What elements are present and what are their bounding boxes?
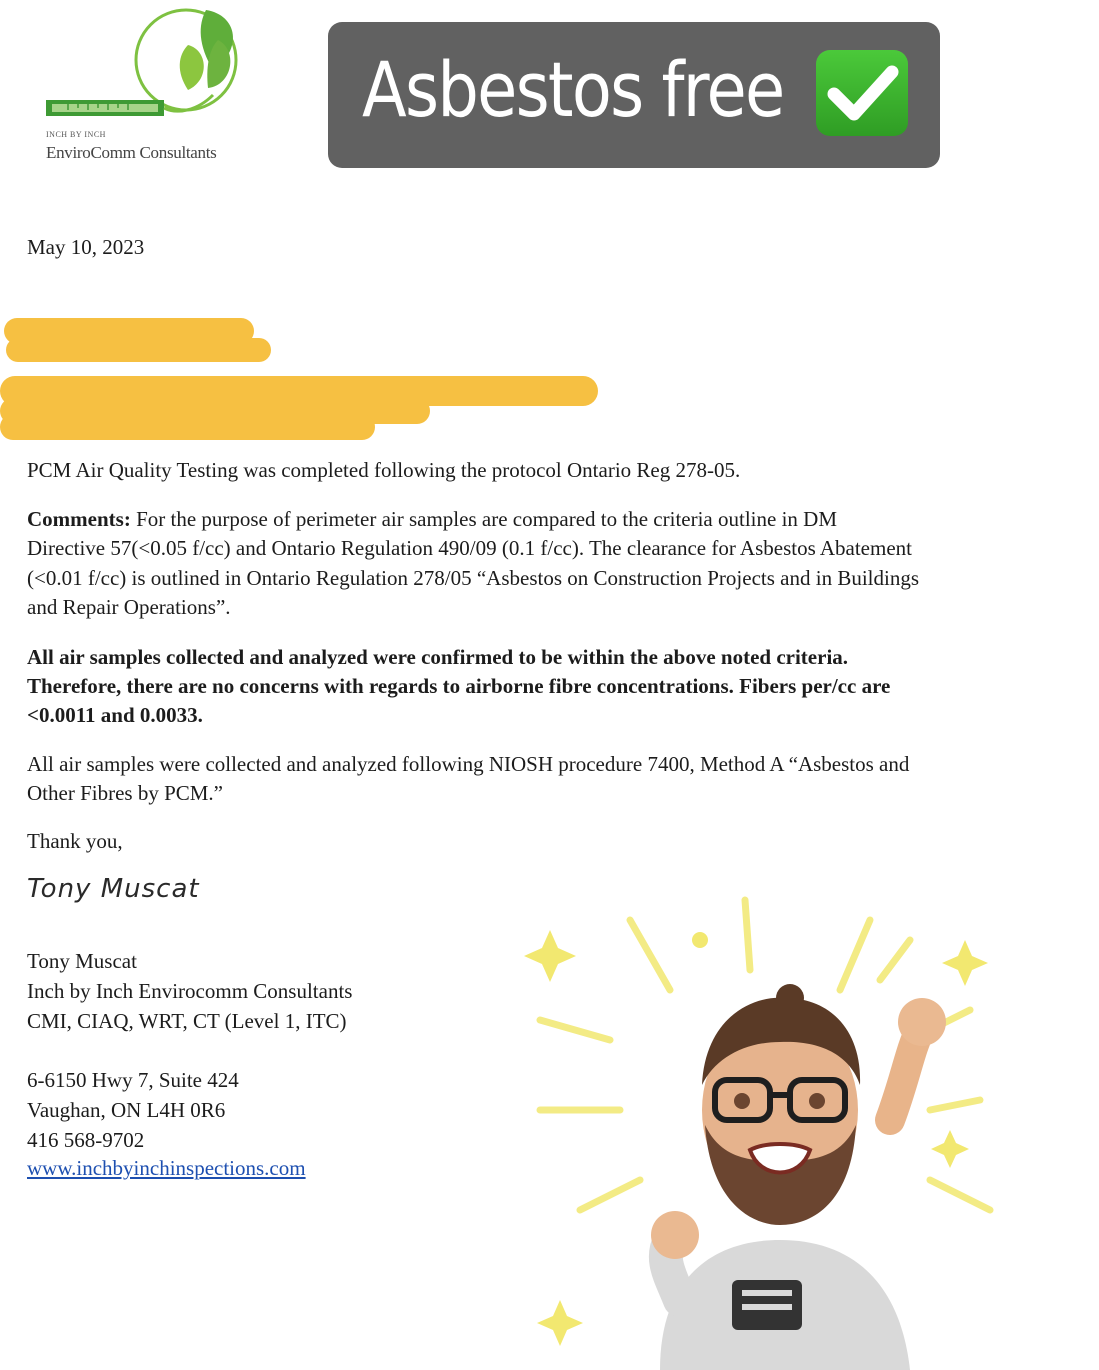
conclusion-line-2: Therefore, there are no concerns with regards to airborne fibre concentrations. Fibers per/cc are	[27, 674, 891, 698]
handwritten-signature: Tony Muscat	[27, 874, 200, 904]
address-line-2: Vaughan, ON L4H 0R6	[27, 1098, 226, 1122]
niosh-line-2: Other Fibres by PCM.”	[27, 781, 223, 805]
conclusion-line-1: All air samples collected and analyzed were confirmed to be within the above noted criteria.	[27, 645, 849, 669]
comments-line-3: (<0.01 f/cc) is outlined in Ontario Regulation 278/05 “Asbestos on Construction Projects and in Buildings	[27, 566, 919, 590]
phone-number: 416 568-9702	[27, 1128, 145, 1152]
testing-statement: PCM Air Quality Testing was completed following the protocol Ontario Reg 278-05.	[27, 458, 741, 482]
conclusion-line-3: <0.0011 and 0.0033.	[27, 703, 203, 727]
redaction-marks	[0, 310, 610, 450]
comments-line-2: Directive 57(<0.05 f/cc) and Ontario Regulation 490/09 (0.1 f/cc). The clearance for Asbestos Abatement	[27, 536, 912, 560]
niosh-line-1: All air samples were collected and analyzed following NIOSH procedure 7400, Method A “Asbestos and	[27, 752, 910, 776]
comments-line-1	[27, 504, 837, 534]
comments-label: Comments:	[27, 507, 131, 531]
letter-date: May 10, 2023	[27, 235, 145, 259]
signer-name: Tony Muscat	[27, 949, 137, 973]
comments-text-1: For the purpose of perimeter air samples are compared to the criteria outline in DM	[136, 507, 837, 531]
celebrating-avatar-sticker	[510, 880, 1099, 1370]
signer-credentials: CMI, CIAQ, WRT, CT (Level 1, ITC)	[27, 1009, 347, 1033]
check-mark-icon	[816, 50, 908, 136]
banner-text: Asbestos free	[362, 45, 784, 134]
website-link[interactable]: www.inchbyinchinspections.com	[27, 1156, 306, 1180]
signer-company: Inch by Inch Envirocomm Consultants	[27, 979, 353, 1003]
logo-company-name: EnviroComm Consultants	[46, 143, 217, 162]
closing: Thank you,	[27, 829, 123, 853]
logo-tagline: INCH BY INCH	[46, 130, 106, 139]
comments-line-4: and Repair Operations”.	[27, 595, 231, 619]
address-line-1: 6-6150 Hwy 7, Suite 424	[27, 1068, 239, 1092]
